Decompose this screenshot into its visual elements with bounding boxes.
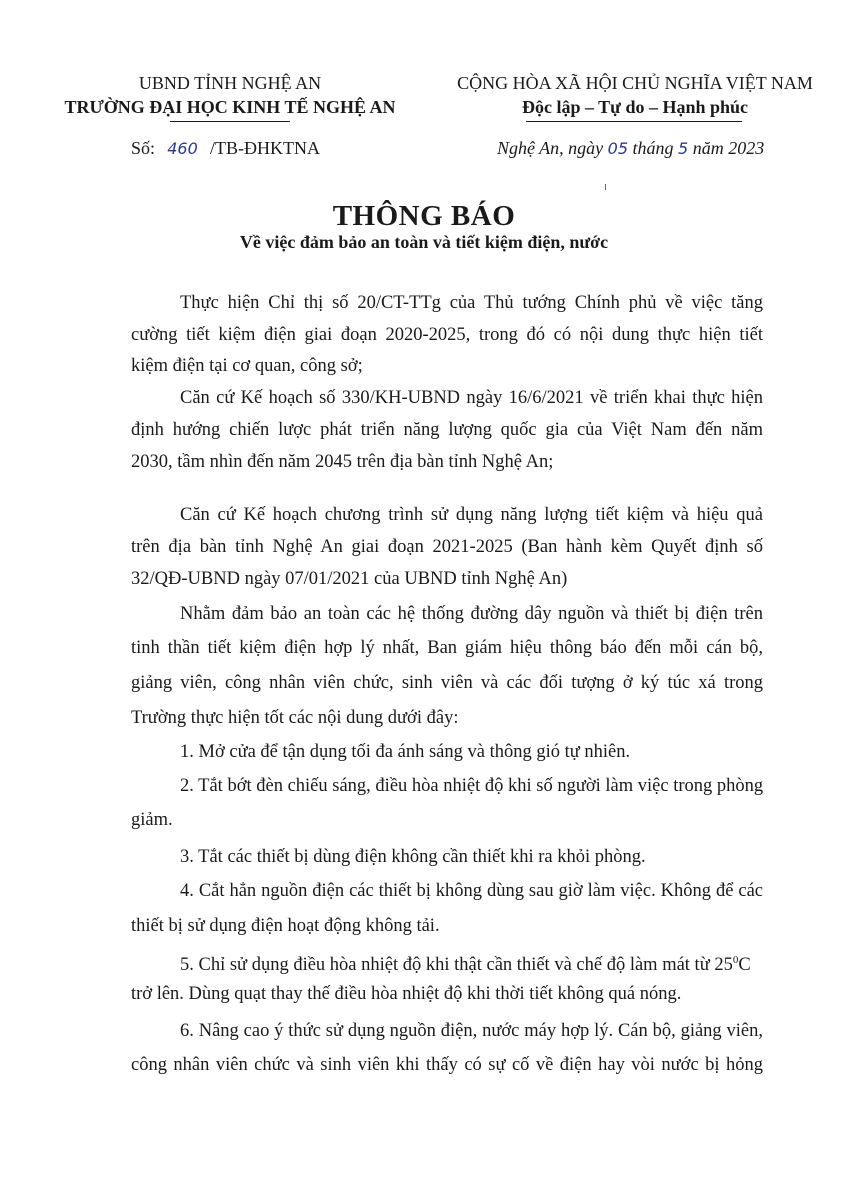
list-item-5-text: 5. Chỉ sử dụng điều hòa nhiệt độ khi thật cần thiết và chế độ làm mát từ 25 — [180, 955, 733, 976]
list-item-1: 1. Mở cửa để tận dụng tối đa ánh sáng và thông gió tự nhiên. — [180, 742, 631, 762]
body-line: trên địa bàn tỉnh Nghệ An giai đoạn 2021-2025 (Ban hành kèm Quyết định số — [131, 537, 763, 557]
date-day-handwritten: 05 — [607, 139, 629, 158]
date-place: Nghệ An, ngày — [497, 138, 604, 158]
list-item-2: 2. Tắt bớt đèn chiếu sáng, điều hòa nhiệt độ khi số người làm việc trong phòng — [180, 776, 764, 796]
body-line: Trường thực hiện tốt các nội dung dưới đây: — [131, 708, 459, 728]
body-line: Căn cứ Kế hoạch chương trình sử dụng năng lượng tiết kiệm và hiệu quả — [180, 505, 763, 525]
date-line — [497, 137, 764, 160]
body-line: Nhằm đảm bảo an toàn các hệ thống đường dây nguồn và thiết bị điện trên — [180, 604, 763, 624]
list-item-2-cont: giảm. — [131, 810, 173, 830]
body-line: Thực hiện Chỉ thị số 20/CT-TTg của Thủ tướng Chính phủ về việc tăng — [180, 293, 763, 313]
list-item-3: 3. Tắt các thiết bị dùng điện không cần thiết khi ra khỏi phòng. — [180, 847, 646, 867]
date-month-handwritten: 5 — [678, 139, 689, 158]
nation-name: CỘNG HÒA XÃ HỘI CHỦ NGHĨA VIỆT NAM — [457, 73, 813, 93]
body-line: giảng viên, công nhân viên chức, sinh viên và các đối tượng ở ký túc xá trong — [131, 673, 763, 693]
document-title: THÔNG BÁO — [332, 200, 516, 232]
body-line: kiệm điện tại cơ quan, công sở; — [131, 356, 363, 376]
school-underline — [170, 121, 290, 122]
list-item-4: 4. Cắt hẳn nguồn điện các thiết bị không dùng sau giờ làm việc. Không để các — [180, 881, 763, 901]
list-item-6: 6. Nâng cao ý thức sử dụng nguồn điện, nước máy hợp lý. Cán bộ, giảng viên, — [180, 1021, 763, 1041]
date-year: năm 2023 — [692, 138, 765, 158]
list-item-6-cont: công nhân viên chức và sinh viên khi thấy có sự cố về điện hay vòi nước bị hỏng — [131, 1055, 763, 1075]
motto-underline — [526, 121, 742, 122]
list-item-5-cont: trở lên. Dùng quạt thay thế điều hòa nhiệt độ khi thời tiết không quá nóng. — [131, 984, 682, 1004]
nation-motto: Độc lập – Tự do – Hạnh phúc — [521, 97, 749, 117]
body-line: tinh thần tiết kiệm điện hợp lý nhất, Ban giám hiệu thông báo đến mỗi cán bộ, — [131, 638, 763, 658]
number-handwritten: 460 — [167, 139, 198, 158]
body-line: Căn cứ Kế hoạch số 330/KH-UBND ngày 16/6/2021 về triển khai thực hiện — [180, 388, 763, 408]
school-name: TRƯỜNG ĐẠI HỌC KINH TẾ NGHỆ AN — [64, 97, 396, 117]
body-line: 32/QĐ-UBND ngày 07/01/2021 của UBND tỉnh Nghệ An) — [131, 569, 568, 589]
body-line: định hướng chiến lược phát triển năng lượng quốc gia của Việt Nam đến năm — [131, 420, 763, 440]
list-item-4-cont: thiết bị sử dụng điện hoạt động không tải. — [131, 916, 440, 936]
body-line: 2030, tầm nhìn đến năm 2045 trên địa bàn tỉnh Nghệ An; — [131, 452, 554, 472]
scan-speck — [605, 184, 606, 190]
number-suffix: /TB-ĐHKTNA — [210, 138, 321, 158]
number-prefix: Số: — [131, 138, 156, 158]
document-number — [131, 137, 320, 160]
temperature-degree: 0 — [732, 954, 739, 966]
date-month-label: tháng — [632, 138, 674, 158]
document-subtitle: Về việc đảm bảo an toàn và tiết kiệm điện, nước — [239, 232, 609, 252]
temperature-unit: C — [738, 955, 751, 976]
agency-name: UBND TỈNH NGHỆ AN — [138, 73, 322, 93]
list-item-5 — [180, 945, 763, 981]
body-line: cường tiết kiệm điện giai đoạn 2020-2025, trong đó có nội dung thực hiện tiết — [131, 325, 763, 345]
